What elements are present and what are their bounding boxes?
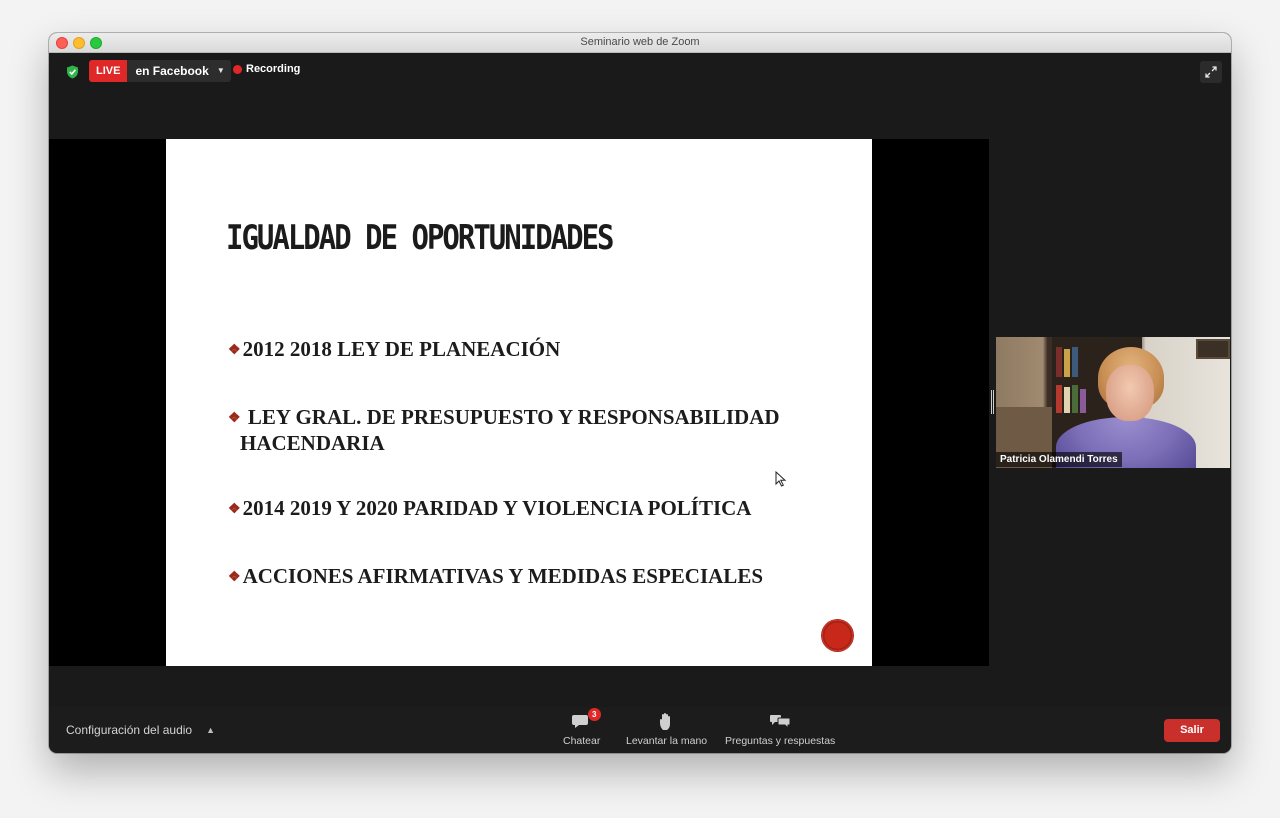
chevron-up-icon[interactable]: ▲ xyxy=(206,725,216,735)
bullet-text: 2012 2018 LEY DE PLANEACIÓN xyxy=(242,337,561,361)
recording-label: Recording xyxy=(246,63,301,75)
presentation-slide xyxy=(166,139,872,666)
bullet-diamond-icon: ❖ xyxy=(228,343,241,358)
video-book xyxy=(1072,347,1078,377)
qa-label: Preguntas y respuestas xyxy=(725,735,836,747)
title-bar xyxy=(49,33,1231,53)
audio-settings-label: Configuración del audio xyxy=(66,723,193,737)
bullet-text-continued: HACENDARIA xyxy=(240,431,385,455)
slide-bullet xyxy=(228,565,763,591)
mouse-cursor-icon xyxy=(775,471,787,487)
meeting-controls-bar xyxy=(49,707,1231,753)
meeting-top-bar xyxy=(49,53,1231,89)
chat-bubble-icon xyxy=(571,710,597,732)
audio-settings-button[interactable] xyxy=(66,723,215,737)
raise-hand-button[interactable] xyxy=(626,712,707,747)
window-title: Seminario web de Zoom xyxy=(580,36,700,48)
raise-hand-label: Levantar la mano xyxy=(626,735,708,747)
participant-video[interactable] xyxy=(996,337,1230,468)
video-person-face xyxy=(1106,365,1154,421)
bullet-text: ACCIONES AFIRMATIVAS Y MEDIDAS ESPECIALES xyxy=(242,564,763,588)
screen-share-area xyxy=(49,139,989,666)
zoom-window xyxy=(49,33,1231,753)
video-picture-frame xyxy=(1196,339,1230,359)
slide-bullet xyxy=(228,338,560,364)
slide-bullet xyxy=(228,406,780,454)
slide-title: IGUALDAD DE OPORTUNIDADES xyxy=(226,217,613,258)
slide-seal-logo xyxy=(822,620,853,651)
chat-unread-badge: 3 xyxy=(588,708,601,721)
bullet-text: LEY GRAL. DE PRESUPUESTO Y RESPONSABILIDAD xyxy=(247,405,780,429)
recording-dot-icon xyxy=(233,65,242,74)
video-book xyxy=(1064,349,1070,377)
participant-name-label: Patricia Olamendi Torres xyxy=(996,452,1122,467)
slide-bullet xyxy=(228,497,751,523)
video-book xyxy=(1072,385,1078,413)
bullet-diamond-icon: ❖ xyxy=(228,411,241,426)
chat-button[interactable] xyxy=(563,712,600,747)
video-book xyxy=(1056,385,1062,413)
video-book xyxy=(1064,387,1070,413)
qa-bubbles-icon xyxy=(769,712,791,732)
leave-button[interactable]: Salir xyxy=(1164,719,1220,742)
qa-button[interactable] xyxy=(725,712,835,747)
live-target-dropdown[interactable] xyxy=(127,60,230,82)
fullscreen-icon[interactable] xyxy=(1200,61,1222,83)
video-book xyxy=(1056,347,1062,377)
live-target-label: en Facebook xyxy=(135,64,209,78)
panel-resize-handle[interactable] xyxy=(991,390,994,414)
live-badge: LIVE xyxy=(89,60,127,82)
bullet-text: 2014 2019 Y 2020 PARIDAD Y VIOLENCIA POLÍTICA xyxy=(242,496,752,520)
chat-label: Chatear xyxy=(563,735,601,747)
video-book xyxy=(1080,389,1086,413)
recording-indicator[interactable] xyxy=(233,63,300,75)
chevron-down-icon: ▼ xyxy=(216,66,225,75)
raise-hand-icon xyxy=(656,712,678,732)
live-stream-control[interactable] xyxy=(89,60,231,82)
bullet-diamond-icon: ❖ xyxy=(228,570,241,585)
shield-check-icon[interactable] xyxy=(66,65,79,79)
bullet-diamond-icon: ❖ xyxy=(228,502,241,517)
